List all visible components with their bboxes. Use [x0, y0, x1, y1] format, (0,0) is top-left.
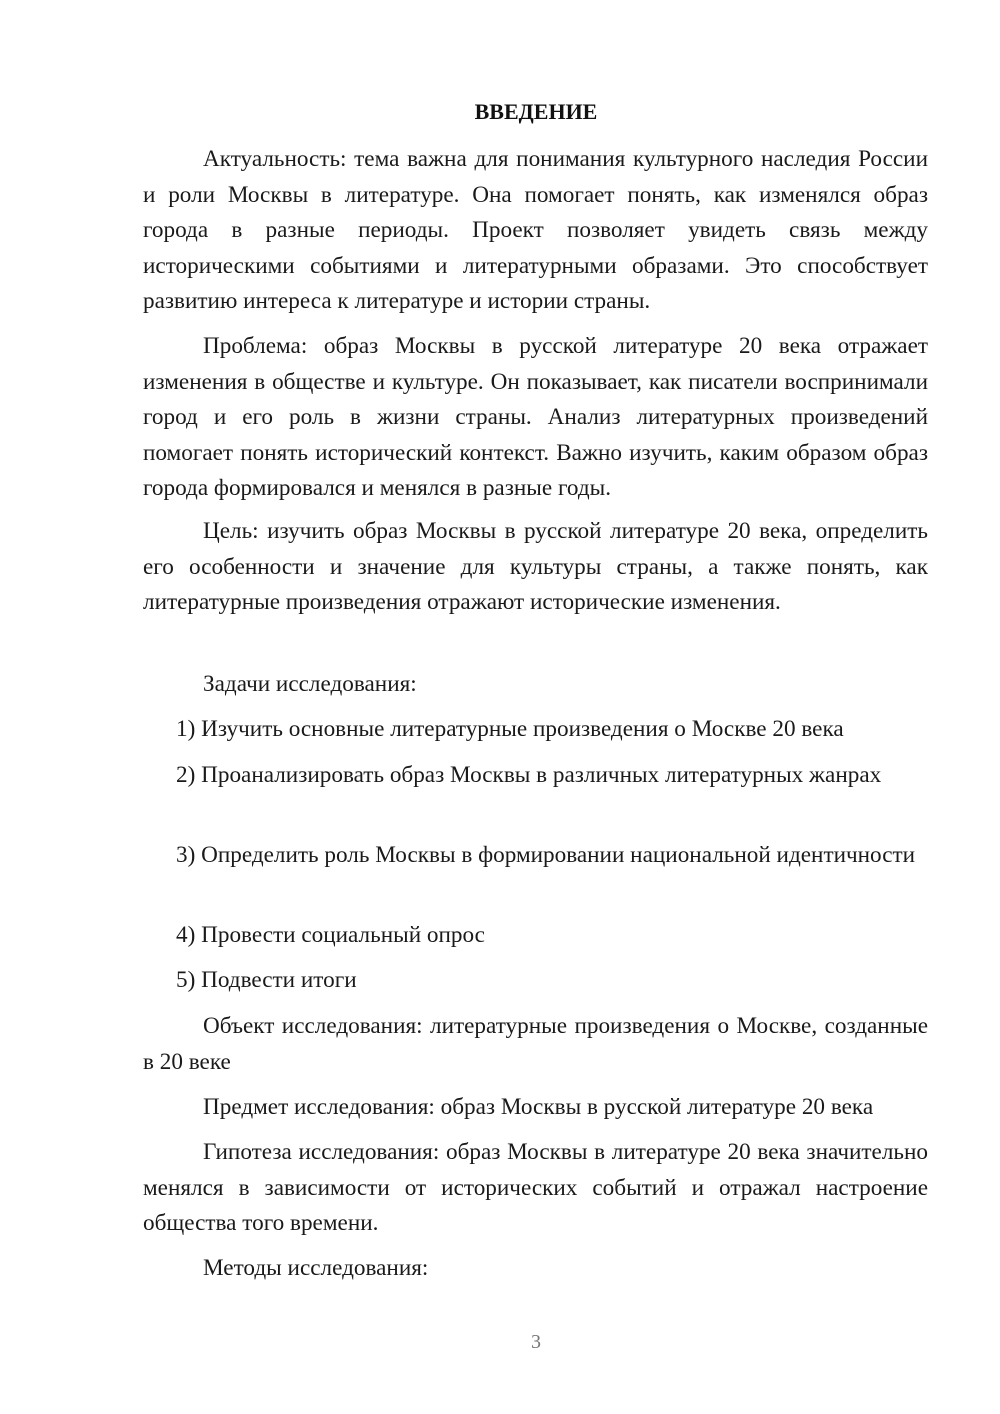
page-title: ВВЕДЕНИЕ	[474, 99, 598, 124]
paragraph-problem: Проблема: образ Москвы в русской литературе 20 века отражает изменения в обществе и культуре. Он показывает, как писатели воспринимали город и его роль в жизни страны. Анализ литературных произведений помогает понять исторический контекст. Важно изучить, каким образом образ города формировался и менялся в разные годы.	[143, 333, 928, 501]
paragraph-methods: Методы исследования:	[203, 1255, 429, 1281]
list-item-task-1: 1) Изучить основные литературные произведения о Москве 20 века	[176, 716, 844, 742]
paragraph-goal: Цель: изучить образ Москвы в русской литературе 20 века, определить его особенности и значение для культуры страны, а также понять, как литературные произведения отражают исторические изменения.	[143, 518, 928, 615]
paragraph-hypothesis: Гипотеза исследования: образ Москвы в литературе 20 века значительно менялся в зависимости от исторических событий и отражал настроение общества того времени.	[143, 1139, 928, 1236]
list-item-task-2: 2) Проанализировать образ Москвы в различных литературных жанрах	[176, 762, 882, 788]
paragraph-relevance: Актуальность: тема важна для понимания культурного наследия России и роли Москвы в литературе. Она помогает понять, как изменялся образ города в разные периоды. Проект позволяет увидеть связь между историческими событиями и литературными образами. Это способствует развитию интереса к литературе и истории страны.	[143, 146, 928, 314]
list-item-task-4: 4) Провести социальный опрос	[176, 922, 485, 948]
page-number: 3	[531, 1331, 541, 1353]
list-item-task-3: 3) Определить роль Москвы в формировании национальной идентичности	[176, 842, 916, 868]
paragraph-object: Объект исследования: литературные произведения о Москве, созданные в 20 веке	[143, 1013, 928, 1075]
paragraph-tasks-heading: Задачи исследования:	[203, 671, 417, 697]
paragraph-subject: Предмет исследования: образ Москвы в русской литературе 20 века	[203, 1094, 874, 1120]
list-item-task-5: 5) Подвести итоги	[176, 967, 357, 993]
